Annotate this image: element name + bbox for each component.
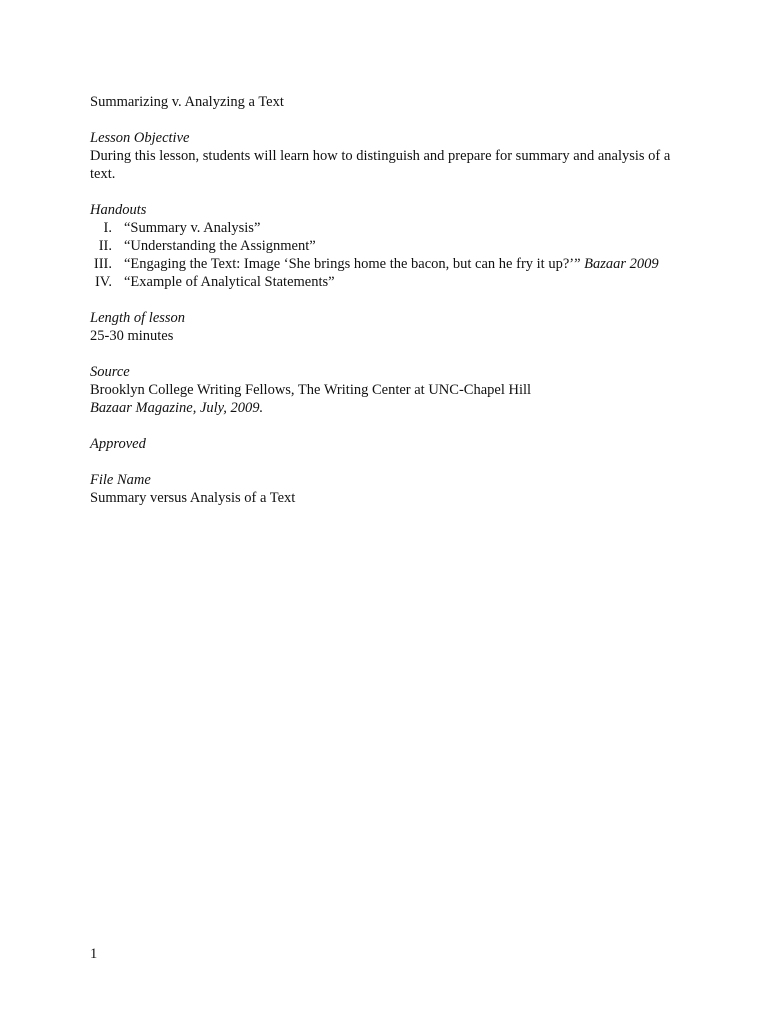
list-number: II.	[98, 238, 112, 254]
length-text: 25-30 minutes	[90, 328, 174, 344]
source-heading: Source	[90, 364, 130, 380]
file-name-heading: File Name	[90, 472, 151, 488]
source-line-2: Bazaar Magazine, July, 2009.	[90, 400, 264, 416]
document-page	[90, 93, 680, 507]
list-number: IV.	[94, 274, 112, 290]
list-item	[90, 273, 680, 291]
objective-heading: Lesson Objective	[90, 130, 190, 146]
handout-citation: Bazaar 2009	[584, 256, 659, 272]
handout-text: “Summary v. Analysis”	[124, 220, 261, 236]
page-number: 1	[90, 946, 98, 962]
list-number: I.	[103, 220, 112, 236]
list-item	[90, 219, 680, 237]
handout-text: “Example of Analytical Statements”	[124, 274, 335, 290]
handouts-list	[90, 219, 680, 291]
objective-text: During this lesson, students will learn how to distinguish and prepare for summary and analysis of a text.	[90, 148, 671, 182]
list-item	[90, 237, 680, 255]
file-name-text: Summary versus Analysis of a Text	[90, 490, 296, 506]
list-item	[90, 255, 680, 273]
length-heading: Length of lesson	[90, 310, 186, 326]
handout-text: “Engaging the Text: Image ‘She brings home the bacon, but can he fry it up?’”	[124, 256, 585, 272]
list-number: III.	[93, 256, 112, 272]
approved-heading: Approved	[90, 436, 146, 452]
handout-text: “Understanding the Assignment”	[124, 238, 316, 254]
source-line-1: Brooklyn College Writing Fellows, The Writing Center at UNC-Chapel Hill	[90, 382, 532, 398]
document-title: Summarizing v. Analyzing a Text	[90, 94, 284, 110]
handouts-heading: Handouts	[90, 202, 147, 218]
